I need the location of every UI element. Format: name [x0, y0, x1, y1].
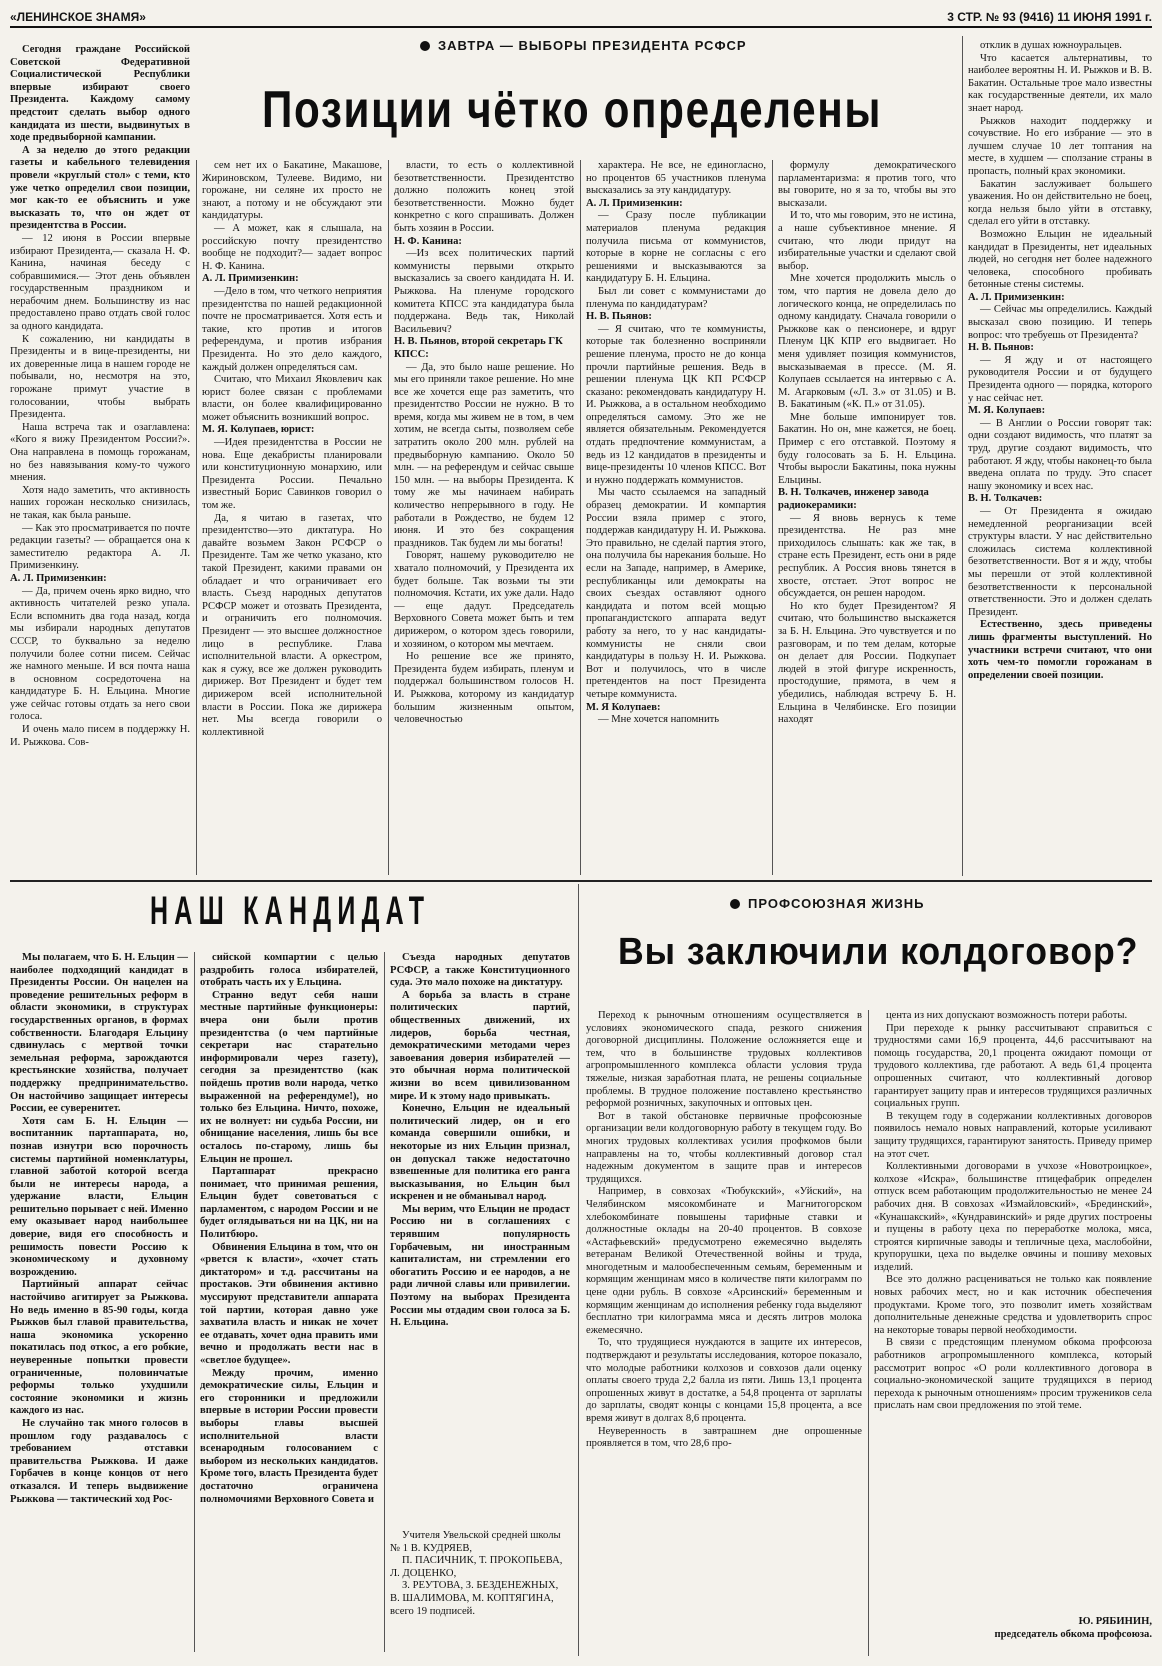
candidate-col-2 — [200, 952, 378, 1656]
paragraph: И очень мало писем в поддержку Н. И. Рыжкова. Сов- — [10, 724, 190, 748]
paragraph: — Я вновь вернусь к теме президентства. Не раз мне приходилось слышать: как же так, в стране есть Президент, есть они в ряде республик. А Россия вновь тянется в хвосте, отстает. Этот вопрос не обсуждается, он решен народом. — [778, 512, 956, 600]
union-headline-wrap — [618, 930, 1162, 974]
candidate-headline: НАШ КАНДИДАТ — [150, 889, 431, 933]
paragraph: А борьба за власть в стране политических партий, общественных движений, их лидеров, борьба честная, демократическими методами через завоевания доверия избирателей — это обычная норма политической жизни во всем цивилизованном мире. И к этому надо привыкать. — [390, 989, 570, 1102]
paragraph: Странно ведут себя наши местные партийные функционеры: вчера они были против президентства (о чем партийные секретари нас старательно информировали через газету), сегодня за президентство (как пойдешь против воли народа, четко выраженной на референдуме!), но только без Ельцина. Ничто, похоже, их не волнует: ни судьба России, ни обнищание населения, лишь бы все осталось по-старому, лишь бы Ельцин не прошел. — [200, 989, 378, 1165]
union-signature — [874, 1616, 1152, 1656]
paragraph: Возможно Ельцин не идеальный кандидат в Президенты, нет идеальных людей, но сегодня нет более надежного человека, способного пробивать бетонные стены системы. — [968, 228, 1152, 291]
speaker-name: М. Я. Колупаев: — [968, 405, 1046, 417]
paragraph: Все это должно расцениваться не только как появление новых рабочих мест, но и как источник обеспечения продуктами. Кроме того, это позволит иметь хозяйствам дополнительные денежные средства и удовлетворить спрос на некоторые товары первой необходимости. — [874, 1274, 1152, 1336]
paragraph: — От Президента я ожидаю немедленной реорганизации всей структуры власти. У нас действительно сложилась система коллективной безответственности. Вот я и жду, чтобы мы перешли от этой коллективной безответственности к персональной ответственности. Это и должен сделать Президент. — [968, 505, 1152, 618]
union-headline: Вы заключили колдоговор? — [618, 931, 1139, 973]
closing-note: Естественно, здесь приведены лишь фрагменты выступлений. Но участники встречи считают, что они хоть чем-то помогли горожанам в определении своей позиции. — [968, 619, 1152, 681]
paragraph: Неуверенность в завтрашнем дне опрошенные проявляется в том, что 28,6 про- — [586, 1425, 862, 1450]
paragraph: И то, что мы говорим, это не истина, а наше субъективное мнение. Я считаю, что люди придут на избирательные участки и сделают свой выбор. — [778, 210, 956, 272]
column-rule — [388, 160, 389, 875]
paragraph: Между прочим, именно демократические силы, Ельцин и его сторонники и предложили впервые в истории России провести выборы главы высшей исполнительной власти всенародным голосованием с выбором из нескольких кандидатов. Кроме того, власть Президента будет достаточно ограничена полномочиями Верховного Совета и — [200, 1367, 378, 1505]
column-rule — [580, 160, 581, 875]
signature-line: З. РЕУТОВА, З. БЕЗДЕНЕЖНЫХ, В. ШАЛИМОВА, М. КОПТЯГИНА, всего 19 подписей. — [390, 1580, 559, 1617]
lead-paragraph: Сегодня граждане Российской Советской Федеративной Социалистической Республики впервые избирают своего Президента. Каждому самому предстоит сделать выбор одного кандидата из шести, выдвинутых в ходе предвыборной кампании. — [10, 44, 190, 144]
paragraph: Говорят, нашему руководителю не хватало полномочий, у Президента их будет больше. Так возьми ты эти полномочия. Кстати, их уже дали. Надо — еще дадут. Председатель Верховного Совета может быть и тем дирижером, о котором здесь говорили, и хозяином, о котором мы мечтаем. — [394, 550, 574, 650]
paragraph: Бакатин заслуживает большего уважения. Но он действительно не боец, когда нельзя было уйти в отставку, сделал его уйти в отставку. — [968, 178, 1152, 228]
column-rule — [578, 884, 579, 1656]
paragraph: Мне больше импонирует тов. Бакатин. Но он, мне кажется, не боец. Пример с его отставкой. Поэтому я буду голосовать за Б. Н. Ельцина. Чтобы выросли Бакатины, пока нужны Ельцины. — [778, 411, 956, 486]
top-headline: Позиции чётко определены — [262, 81, 883, 139]
paragraph: — В Англии о России говорят так: одни создают видимость, что платят за труд, другие создают видимость, что работают. Я жду, чтобы наконец-то была введена оплата по труду. Это спасет нашу экономику и всех нас. — [968, 417, 1152, 492]
top-col-1 — [10, 44, 190, 876]
paragraph: —Из всех политических партий коммунисты первыми открыто высказались за своего кандидата Н. И. Рыжкова. На пленуме городского комитета КПСС эта кандидатура была поддержана. Ведь так, Николай Васильевич? — [394, 248, 574, 335]
masthead — [10, 8, 1152, 28]
paragraph: Но решение все же принято, Президента будем избирать, пленум и поддержал большинством голосов Н. И. Рыжкова, которому из кандидатур большим жизненным опытом, человечностью — [394, 651, 574, 726]
speaker-name: Н. В. Пьянов, второй секретарь ГК КПСС: — [394, 336, 563, 360]
paragraph: Партийный аппарат сейчас настойчиво агитирует за Рыжкова. Но ведь именно в 85-90 годы, когда Рыжков был главой правительства, наша экономика ускоренно покатилась под откос, а его робкие, неуверенные попытки провести ограниченные, половинчатые реформы только ухудшили состояние экономики и жизнь каждого из нас. — [10, 1279, 188, 1417]
speaker-name: Н. В. Пьянов: — [968, 342, 1034, 354]
column-rule — [384, 952, 385, 1652]
speaker-name: А. Л. Примизенкин: — [586, 197, 683, 209]
rubric-text: ПРОФСОЮЗНАЯ ЖИЗНЬ — [748, 896, 925, 911]
signature-name: Ю. РЯБИНИН, — [1078, 1616, 1152, 1627]
paragraph: Хотя надо заметить, что активность наших горожан несколько снизилась, не такая, как была раньше. — [10, 484, 190, 521]
paragraph: — Сейчас мы определились. Каждый высказал свою позицию. И теперь вопрос: что требуешь от Президента? — [968, 304, 1152, 341]
bullet-icon — [730, 899, 740, 909]
paragraph: цента из них допускают возможность потери работы. — [886, 1010, 1128, 1021]
paragraph: Мы полагаем, что Б. Н. Ельцин — наиболее подходящий кандидат в Президенты России. Он нацелен на проведение решительных реформ в области экономики, в структурах государственных органов, в формах собственности. Благодаря Ельцину сдвинулась с мертвой точки земельная реформа, зарождаются крестьянские хозяйства, получает поддержку предпринимательство. Он настойчиво защищает интересы России, ее суверенитет. — [10, 952, 188, 1115]
paragraph: Что касается альтернативы, то наиболее вероятны Н. И. Рыжков и В. В. Бакатин. Остальные трое мало известны как государственные деятели, их мало знает народ. — [968, 52, 1152, 114]
signature-title: председатель обкома профсоюза. — [994, 1628, 1152, 1640]
column-rule — [962, 36, 963, 876]
signature-line: Учителя Увельской средней школы № 1 В. КУДРЯЕВ, — [390, 1530, 561, 1554]
paragraph: Да, я читаю в газетах, что президентство—это диктатура. Но давайте возьмем Закон РСФСР о Президенте. Там же четко указано, кто такой Президент, какими правами он обладает и что ограничивает его власть. Съезд народных депутатов РСФСР может и отозвать Президента, и ограничить его полномочия. Президент — это высшее должностное лицо в республике. Глава исполнительной власти. А оркестром, как я сужу, все же должен руководить дирижер. Вот Президент и будет тем дирижером всей исполнительной власти в России. Пока же дирижера нет. Мы всегда говорили о коллективной — [202, 512, 382, 738]
paragraph: Мне хочется продолжить мысль о том, что партия не довела дело до логического конца, не определилась по одному кандидату. Сначала говорили о Рыжкове как о пенсионере, и вдруг Пленум ЦК КПР его выдвигает. Но меня удивляет позиция коммунистов, высказываемая в прессе. (М. Я. Колупаев ссылается на интервью с А. М. Агарковым («Л. З.» от 31.05) и В. В. Бакатиным («К. П.» от 31.05). — [778, 273, 956, 411]
candidate-col-3 — [390, 952, 570, 1512]
paragraph: Переход к рыночным отношениям осуществляется в условиях экономического спада, резкого снижения договорной дисциплины. Положение осложняется еще и тем, что в большинстве трудовых коллективов агропромышленного комплекса области условия труда тяжелые, низкая заработная плата, не решены социальные проблемы. В трудное положение поставлено крестьянство реформой розничных, закупочных и оптовых цен. — [586, 1010, 862, 1110]
paragraph: — Я жду и от настоящего руководителя России и от будущего Президента одного — порядка, которого у нас сейчас нет. — [968, 354, 1152, 404]
paragraph: сийской компартии с целью раздробить голоса избирателей, отобрать часть их у Ельцина. — [200, 952, 378, 989]
paragraph: Мы верим, что Ельцин не продаст Россию ни в соглашениях с терявшим популярность Горбачевым, ни иностранным капиталистам, ни стремлении его обогатить Россию и ее народов, а не ради личной славы или привилегии. Поэтому на выборах Президента России мы отдадим свои голоса за Б. Н. Ельцина. — [390, 1203, 570, 1329]
speaker-name: А. Л. Примизенкин: — [968, 291, 1065, 303]
paragraph: Партаппарат прекрасно понимает, что принимая решения, Ельцин будет советоваться с парламентом, с народом России и не будет оглядываться ни на ЦК, ни на Политбюро. — [200, 1166, 378, 1241]
paragraph: отклик в душах южноуральцев. — [980, 40, 1122, 51]
paper-name: «ЛЕНИНСКОЕ ЗНАМЯ» — [10, 10, 146, 24]
paragraph: Конечно, Ельцин не идеальный политический лидер, он и его команда совершили ошибки, и некоторые из них Ельцин признал, он допускал также недостаточно взвешенные для политика его ранга высказывания, но Ельцин был искренен и не обманывал народ. — [390, 1103, 570, 1203]
speaker-name: Н. Ф. Канина: — [394, 235, 462, 247]
paragraph: характера. Не все, не единогласно, но процентов 65 участников пленума высказались за эту кандидатуру. — [586, 160, 766, 197]
paragraph: Вот в такой обстановке первичные профсоюзные организации вели колдоговорную работу в текущем году. Во многих трудовых коллективах усилия профкомов были направлены на то, чтобы коллективный договор стал надежным документом в защите прав и интересов трудящихся. — [586, 1110, 862, 1185]
paragraph: — Сразу после публикации материалов пленума редакция получила письма от коммунистов, которые в корне не согласны с его решениями и высказываются за кандидатуру Б. Н. Ельцина. — [586, 210, 766, 285]
union-col-2 — [874, 1010, 1152, 1610]
paragraph: — 12 июня в России впервые избирают Президента,— сказала Н. Ф. Канина, начиная беседу с собравшимися.— Этот день объявлен государственным праздником и нерабочим днем. Большинству из нас предоставлено право отдать свой голос за одного кандидата. — [10, 232, 190, 333]
paragraph: — Мне хочется напомнить — [598, 714, 720, 726]
speaker-name: А. Л. Примизенкин: — [202, 273, 299, 285]
column-rule — [194, 952, 195, 1652]
paragraph: —Идея президентства в России не нова. Еще декабристы планировали или конституционную монархию, или Президента России. Печально известный Борис Савинков говорил о том же. — [202, 437, 382, 512]
signature-line: П. ПАСИЧНИК, Т. ПРОКОПЬЕВА, Л. ДОЦЕНКО, — [390, 1555, 563, 1579]
rubric-text: ЗАВТРА — ВЫБОРЫ ПРЕЗИДЕНТА РСФСР — [438, 38, 747, 53]
issue-info: 3 СТР. № 93 (9416) 11 ИЮНЯ 1991 г. — [947, 10, 1152, 24]
column-rule — [196, 160, 197, 875]
paragraph: сем нет их о Бакатине, Макашове, Жириновском, Тулееве. Видимо, ни горожане, ни селяне их просто не знают, а потому и не обсуждают эти кандидатуры. — [202, 160, 382, 222]
speaker-name: В. Н. Толкачев, инженер завода радиокерамики: — [778, 487, 929, 512]
paragraph: При переходе к рынку рассчитывают справиться с трудностями сами 16,9 процента, 44,6 рассчитывают на помощь государства, 20,1 процента ожидают помощи от трудового коллектива, где работают. А ведь 61,4 процента опрошенных считают, что коллективный договор гарантирует защиту прав и интересов трудящихся различных социальных групп. — [874, 1022, 1152, 1110]
top-col-6 — [968, 40, 1152, 876]
paragraph: Съезда народных депутатов РСФСР, а также Конституционного суда. Это мало похоже на диктатуру. — [390, 952, 570, 989]
column-rule — [772, 160, 773, 875]
top-col-3 — [394, 160, 574, 876]
speaker-name: Н. В. Пьянов: — [586, 311, 652, 323]
lead-paragraph-2: А за неделю до этого редакции газеты и кабельного телевидения провели «круглый стол» с теми, кто уже четко определил свои позиции, мог как-то ее объяснить и уже высказать то, что он ждет от президентства в России. — [10, 144, 190, 232]
paragraph: — Да, это было наше решение. Но мы его приняли такое решение. Но мне все же хочется еще раз заметить, что президентство России не нужно. В то время, когда мы живем не в том, в чем хотим, не всегда сыты, позволяем себе затратить около 200 млн. рублей на предвыборную кампанию. Около 50 млн. — на референдум и сейчас свыше 150 млн. — на выборы Президента. К тому же мы начинаем набирать количество непрерывного в году. Не работали в Рождество, не будем 12 июня. И это без сокращения праздников. Так будем ли мы богаты! — [394, 361, 574, 549]
paragraph: В связи с предстоящим пленумом обкома профсоюза работников агропромышленного комплекса, который рассмотрит вопрос «О роли коллективного договора в социально-экономической защите трудящихся в период перехода к рыночным отношениям» просим тружеников села прислать нам свои предложения по этой теме. — [874, 1337, 1152, 1412]
paragraph: Наша встреча так и озаглавлена: «Кого я вижу Президентом России?». Она направлена в помощь горожанам, но без навязывания кому-то чужого мнения. — [10, 421, 190, 484]
paragraph: — Как это просматривается по почте редакции газеты? — обращается она к заместителю редактора А. Л. Примизенкину. — [10, 522, 190, 572]
speaker-name: В. Н. Толкачев: — [968, 493, 1043, 505]
top-col-2 — [202, 160, 382, 876]
paragraph: Коллективными договорами в учхозе «Новотроицкое», колхозе «Искра», большинстве птицефабрик определен отпуск всем работающим продолжительностью не менее 24 рабочих дня. В совхозах «Измайловский», «Брединский», «Кунашакский», «Кундравинский» и ряде других построены и пущены в работу цеха по переработке молока, мяса, строятся кирпичные заводы и тепличные цеха, маслобойни, крупорушки, цеха по выделке овчины и пошиву меховых изделий. — [874, 1161, 1152, 1273]
top-rubric — [420, 38, 747, 53]
paragraph: Рыжков находит поддержку и сочувствие. Но его избрание — это в лучшем случае 10 лет топтания на месте, в худшем — сползание страны в пропасть, полный крах экономики. — [968, 115, 1152, 177]
paragraph: Считаю, что Михаил Яковлевич как юрист более связан с проблемами власти, он более квалифицированно может объяснить возникший вопрос. — [202, 374, 382, 423]
paragraph: Мы часто ссылаемся на западный образец демократии. И компартия России взяла пример с этого, поддержав кандидатуру Н. И. Рыжкова. Это правильно, не сделай партия этого, она получила бы нарекания больше. Но если на Западе, например, в Америке, республиканцы или демократы на своих съездах оставляют одного кандидата и потом всей мощью пропагандистского аппарата ведут работу за него, то у нас кандидаты-коммунисты не сняли свои кандидатуры в пользу Н. И. Рыжкова. Вот и получилось, что в числе претендентов на пост Президента четыре коммуниста. — [586, 487, 766, 700]
paragraph: Но кто будет Президентом? Я считаю, что большинство выскажется за Б. Н. Ельцина. Это чувствуется и по разговорам, и по тем делам, которые он делает для России. Подкупает людей в этой фигуре искренность, простодушие, прямота, в чем я убедились, наблюдая встречу Б. Н. Ельцина в Челябинске. Его позиции находят — [778, 600, 956, 726]
paragraph: То, что трудящиеся нуждаются в защите их интересов, подтверждают и результаты исследования, которое показало, что молодые работники колхозов и совхозов дали оценку оплаты своего труда 2,2 балла из пяти. Лишь 13,1 процента опрошенных живут в достатке, а 54,8 процента от зарплаты до зарплаты, сводят концы с концами 15,8 процента, а все время живут в долгах 8,6 процента. — [586, 1337, 862, 1424]
speaker-name: А. Л. Примизенкин: — [10, 572, 107, 584]
candidate-col-1 — [10, 952, 188, 1656]
paragraph: В текущем году в содержании коллективных договоров появилось немало новых направлений, которые усиливают защиту трудящихся, гарантируют занятость. Приведу пример на этот счет. — [874, 1110, 1152, 1160]
top-col-5 — [778, 160, 956, 876]
paragraph: К сожалению, ни кандидаты в Президенты и в вице-президенты, ни их доверенные лица в нашем городе не побывали, но, несмотря на это, горожане примут участие в голосовании, чтобы выбрать Президента. — [10, 333, 190, 421]
paragraph: формулу демократического парламентаризма: я против того, что вы говорите, но я за то, чтобы вы это высказали. — [778, 160, 956, 209]
column-rule — [868, 1010, 869, 1656]
top-col-4 — [586, 160, 766, 876]
paragraph: Хотя сам Б. Н. Ельцин — воспитанник партаппарата, но, познав изнутри всю порочность системы партийной номенклатуры, главной заботой которой всегда были не интересы народа, а удержание власти, Ельцин решительно порывает с ней. Именно ему оказывает народ наибольшее доверие, видя его способность и решимость повести Россию к экономическому и духовному возрождению. — [10, 1115, 188, 1278]
paragraph: Был ли совет с коммунистами до пленума по кандидатурам? — [586, 285, 766, 310]
union-rubric — [730, 896, 924, 911]
paragraph: Например, в совхозах «Тюбукский», «Уйский», на Челябинском мясокомбинате и Магнитогорском хлебокомбинате повышены тарифные ставки и должностные оклады на 20-40 процентов. В совхозе «Астафьевский» предусмотрено ежемесячно выделять ветеранам Великой Отечественной войны и труда, многодетным и малообеспеченным семьям, беременным и кормящим женщинам мясо в количестве пяти килограмм по цене одни рубль. В совхозе «Арсинский» беременным и кормящим женщинам до исполнения ребенку года выделяют бесплатно три килограмма мяса и десять литров молока ежемесячно. — [586, 1186, 862, 1336]
candidate-headline-wrap — [150, 888, 598, 934]
paragraph: —Дело в том, что четкого неприятия президентства по нашей редакционной почте не просматривается. Хотя есть и такие, кто против и итогов референдума, и против избрания Президента. Но это дело каждого, каждый должен определяться сам. — [202, 285, 382, 373]
speaker-name: М. Я. Колупаев, юрист: — [202, 424, 315, 436]
paragraph: — Да, причем очень ярко видно, что активность читателей резко упала. Если вспомнить два года назад, когда мы избирали народных депутатов СССР, то буквально за неделю получили более сотни писем. Сейчас же намного меньше. И вся почта наша в основном сосредоточена на кандидатуре Б. Н. Ельцина. Многие уже сейчас готовы отдать за него свои голоса. — [10, 585, 190, 723]
top-headline-wrap — [262, 82, 1026, 138]
bullet-icon — [420, 41, 430, 51]
union-col-1 — [586, 1010, 862, 1656]
paragraph: Обвинения Ельцина в том, что он «рвется к власти», «хочет стать диктатором» и т.д. рассчитаны на простаков. Эти обвинения активно муссируют представители аппарата той партии, которая давно уже захватила власть и никак не хочет ее отдавать, хочет одна править ими вечно и продолжать вести нас в «светлое будущее». — [200, 1241, 378, 1366]
paragraph: власти, то есть о коллективной безответственности. Президентство должно положить конец этой безответственности. Можно будет конкретно с кого спрашивать. Должен быть хозяин в России. — [394, 160, 574, 234]
candidate-signatures — [390, 1530, 570, 1656]
paragraph: Не случайно так много голосов в прошлом году раздавалось с требованием отставки правительства Рыжкова. И даже Горбачев в конце концов от него отказался. И теперь выдвижение Рыжкова — тактический ход Рос- — [10, 1417, 188, 1505]
section-divider — [10, 880, 1152, 882]
paragraph: — А может, как я слышала, на российскую почту президентство вообще не подходит?— задает вопрос Н. Ф. Канина. — [202, 222, 382, 272]
speaker-name: М. Я Колупаев: — [586, 701, 661, 713]
paragraph: — Я считаю, что те коммунисты, которые так болезненно восприняли решение пленума, просто не до конца прочли партийные решения. Ведь в решении пленума ЦК КП РСФСР сказано: рекомендовать кандидатуру Н. И. Рыжкова, а в остальном необходимо определяться самому. Это же не является обязательным. Рекомендуется отдать предпочтение коммунистам, а ведь из 12 кандидатов в президенты и вице-президенты 10 членов КПСС. Вот и нужно поддержать коммунистов. — [586, 323, 766, 486]
